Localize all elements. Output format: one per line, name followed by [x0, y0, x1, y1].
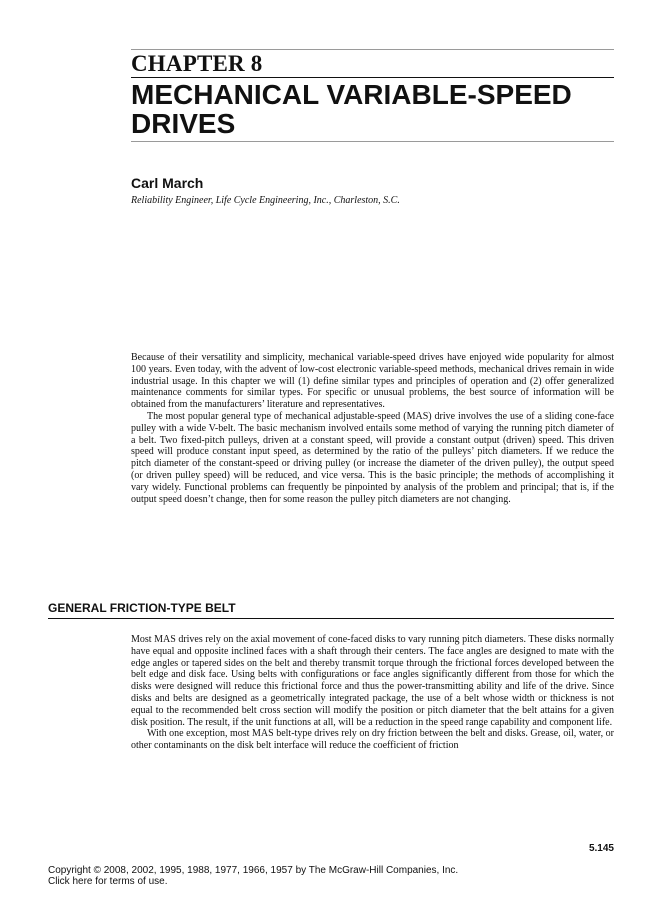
- chapter-label: CHAPTER 8: [131, 51, 263, 76]
- title-bottom-rule: [131, 141, 614, 142]
- chapter-title: MECHANICAL VARIABLE-SPEED DRIVES: [131, 79, 572, 139]
- section-rule: [48, 618, 614, 619]
- section-paragraph-1: Most MAS drives rely on the axial movement of cone-faced disks to vary running pitch diameters. These disks normally have equal and opposite inclined faces with a shaft through their centers. The face angles are designed to mate with the edge angles or tapered sides on the belt and thereby transmit torque through the frictional forces developed between the belt edge and disk face. Using belts with configurations or face angles significantly different from those for which the disks were designed will reduce this frictional force and thus the power-transmitting ability and life of the drive. Since disks and belts are designed as a geometrically integrated package, the use of a belt whose width or thickness is not equal to the recommended belt cross section will modify the position or pitch diameter that the belt attains for a given disk position. The result, if the unit functions at all, will be a reduction in the speed range capability and component life.: [131, 634, 614, 728]
- terms-of-use-link[interactable]: Click here for terms of use.: [48, 876, 168, 887]
- footer: [48, 865, 458, 887]
- chapter-rule: [131, 77, 614, 78]
- author-name: Carl March: [131, 175, 204, 191]
- section-paragraph-2: With one exception, most MAS belt-type drives rely on dry friction between the belt and disks. Grease, oil, water, or other contaminants on the disk belt interface will reduce the coefficient of friction: [131, 728, 614, 752]
- section-heading: GENERAL FRICTION-TYPE BELT: [48, 601, 236, 615]
- intro-paragraph-2: The most popular general type of mechanical adjustable-speed (MAS) drive involves the use of a sliding cone-face pulley with a wide V-belt. The basic mechanism involved entails some method of varying the running pitch diameter of a belt. Two fixed-pitch pulleys, driven at a constant speed, will provide a constant output (driven) speed. This driven speed will produce constant input speed, as determined by the ratio of the pulleys’ pitch diameters. If we reduce the pitch diameter of the constant-speed or driving pulley (or increase the diameter of the driven pulley), the output speed (or driven pulley speed) will be reduced, and vice versa. This is the basic principle; the methods of accomplishing it vary widely. Functional problems can frequently be pinpointed by analysis of the problem and principal; that is, if the output speed doesn’t change, then for some reason the pulley pitch diameters are not changing.: [131, 410, 614, 505]
- top-rule: [131, 49, 614, 50]
- author-affiliation: Reliability Engineer, Life Cycle Engineering, Inc., Charleston, S.C.: [131, 195, 400, 206]
- copyright-notice: Copyright © 2008, 2002, 1995, 1988, 1977, 1966, 1957 by The McGraw-Hill Companies, Inc.: [48, 865, 459, 876]
- section-text: [131, 634, 614, 752]
- page-number: 5.145: [588, 843, 614, 854]
- intro-text: [131, 352, 614, 505]
- intro-paragraph-1: Because of their versatility and simplicity, mechanical variable-speed drives have enjoyed wide popularity for almost 100 years. Even today, with the advent of low-cost electronic variable-speed methods, mechanical drives remain in wide industrial usage. In this chapter we will (1) define similar types and principles of operation and (2) offer generalized maintenance comments for similar types. For specific or unusual problems, the best source of information will be obtained from the manufacturers’ literature and representatives.: [131, 352, 614, 411]
